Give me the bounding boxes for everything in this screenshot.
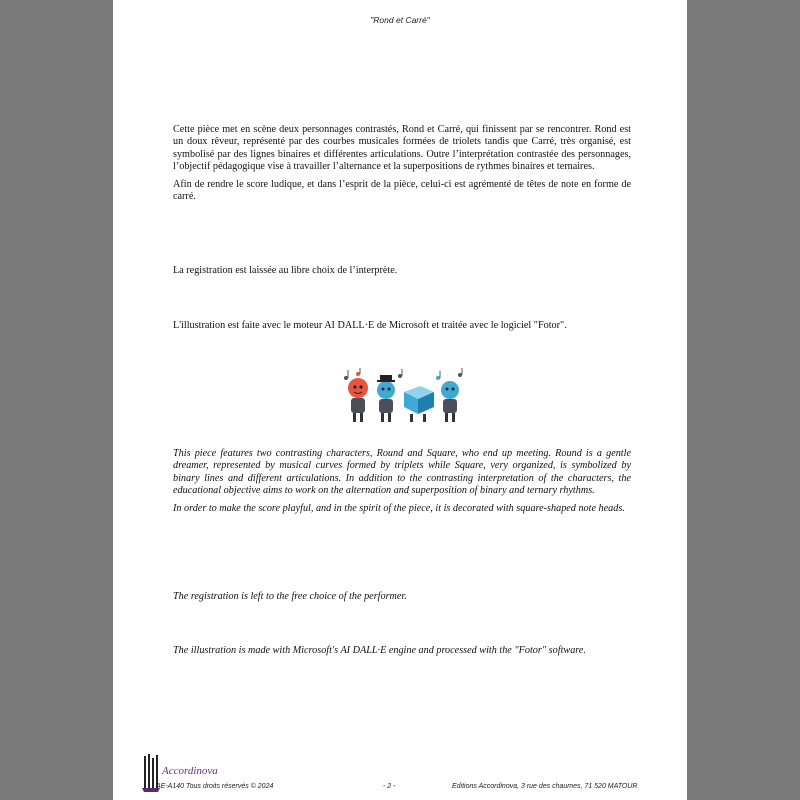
hat-character-icon [377, 375, 395, 422]
english-paragraph-2: In order to make the score playful, and in the spirit of the piece, it is decorated with square-shaped note heads. [173, 503, 625, 515]
footer-publisher: Editions Accordinova, 3 rue des chaumes, 71 520 MATOUR [452, 783, 638, 790]
document-page [113, 0, 687, 800]
footer-rights: AE-A140 Tous droits réservés © 2024 [156, 783, 274, 790]
music-notes-icon [344, 368, 463, 380]
french-paragraph-3: La registration est laissée au libre choix de l’interprète. [173, 265, 398, 276]
logo-text: Accordinova [162, 765, 218, 777]
english-paragraph-1: This piece features two contrasting characters, Round and Square, who end up meeting. Round is a gentle dreamer, represented by musical curves formed by triplets while Square, very organized, is symbolized by binary lines and different articulations. In addition to the contrasting interpretation of the characters, the educational objective aims to work on the alternation and superposition of binary and ternary rhythms. [173, 448, 631, 496]
square-character-icon [404, 386, 434, 422]
blue-character-icon [441, 381, 459, 422]
english-intro [173, 448, 631, 515]
round-character-icon [348, 378, 368, 422]
round-and-square-illustration [338, 368, 468, 424]
english-paragraph-4: The illustration is made with Microsoft's AI DALL·E engine and processed with the "Fotor" software. [173, 645, 586, 656]
footer-page-number: - 2 - [383, 783, 396, 790]
page-header-title: "Rond et Carré" [370, 15, 430, 25]
french-intro [173, 124, 631, 204]
french-paragraph-4: L'illustration est faite avec le moteur AI DALL·E de Microsoft et traitée avec le logiciel "Fotor". [173, 320, 567, 331]
english-paragraph-3: The registration is left to the free choice of the performer. [173, 591, 407, 602]
french-paragraph-2: Afin de rendre le score ludique, et dans l’esprit de la pièce, celui-ci est agrémenté de têtes de note en forme de carré. [173, 179, 631, 203]
french-paragraph-1: Cette pièce met en scène deux personnages contrastés, Rond et Carré, qui finissent par se rencontrer. Rond est un doux rêveur, représenté par des courbes musicales formées de triolets tandis que Carré, très organisé, est symbolisé par des lignes binaires et différentes articulations. Outre l’interprétation contrastée des personnages, l’objectif pédagogique vise à travailler l’alternance et la superpositions de rythmes binaires et ternaires. [173, 124, 631, 172]
